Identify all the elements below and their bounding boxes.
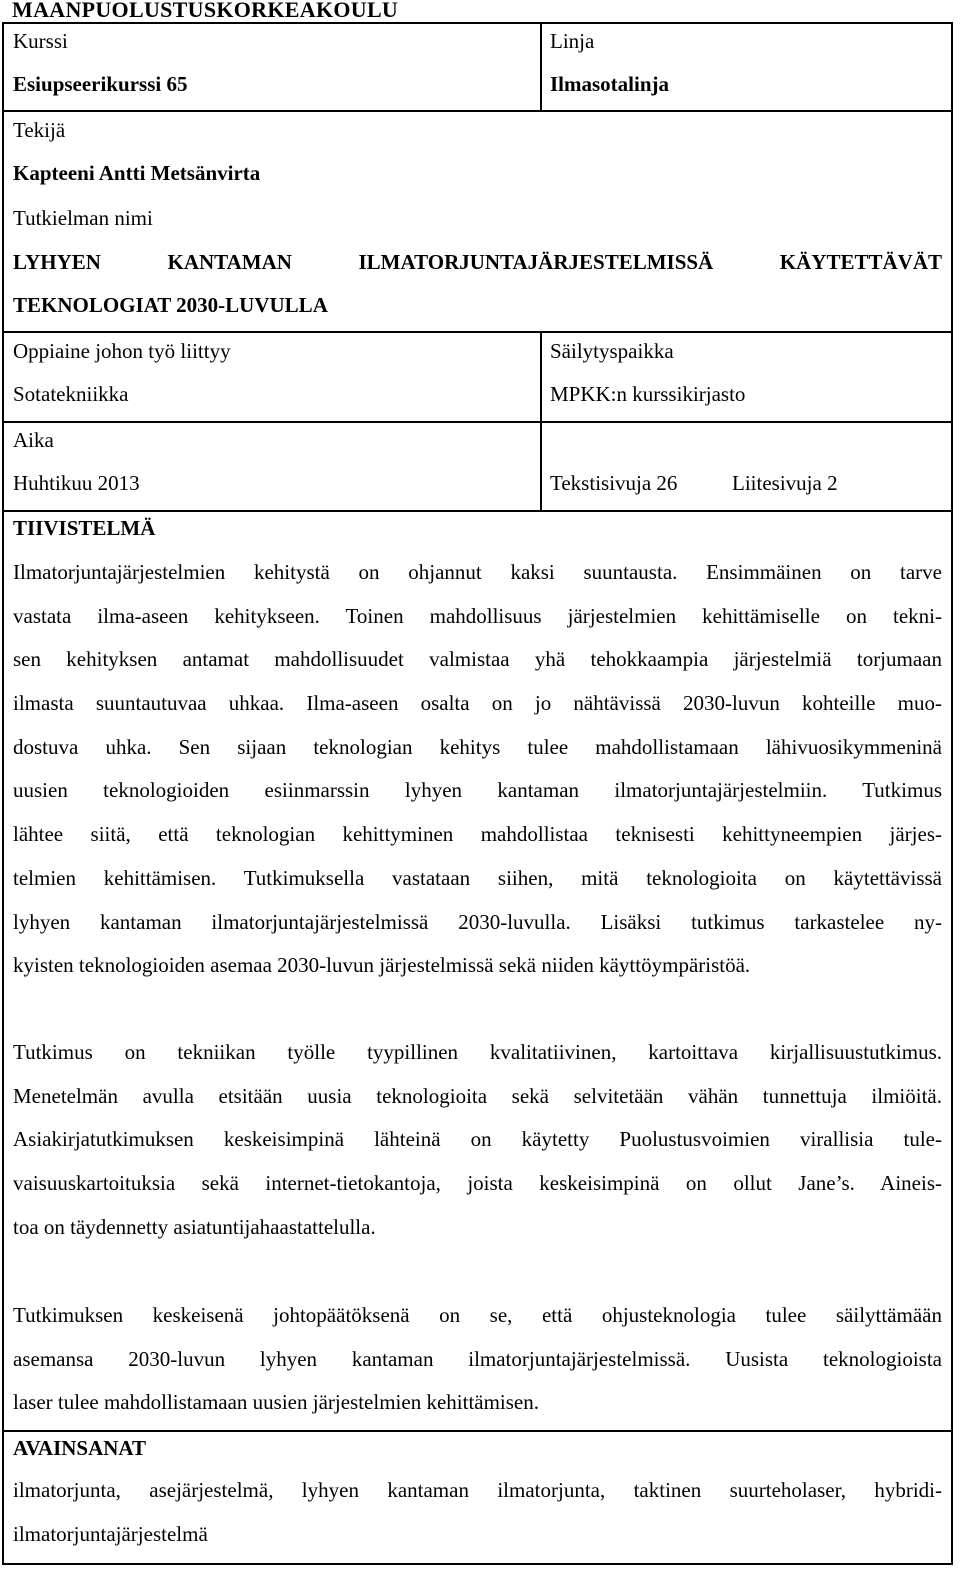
sailytyspaikka-label: Säilytyspaikka xyxy=(550,339,674,363)
text-line: Ilmatorjuntajärjestelmien kehitystä on ohjannut kaksi suuntausta. Ensimmäinen on tarve xyxy=(13,560,942,584)
text-line: lähtee siitä, että teknologian kehittyminen mahdollistaa teknisesti kehittyneempien järjes- xyxy=(13,822,942,847)
kurssi-value: Esiupseerikurssi 65 xyxy=(13,72,188,96)
text-line: Tutkimus on tekniikan työlle tyypillinen kvalitatiivinen, kartoittava kirjallisuustutkimus. xyxy=(13,1040,942,1064)
institution-header: MAANPUOLUSTUSKORKEAKOULU xyxy=(12,0,399,22)
text-line: ilmatorjunta, asejärjestelmä, lyhyen kantaman ilmatorjunta, taktinen suurteholaser, hybridi- xyxy=(13,1478,942,1502)
text-line: dostuva uhka. Sen sijaan teknologian kehitys tulee mahdollistamaan lähivuosikymmeninä xyxy=(13,734,942,759)
divider-oppiaine xyxy=(2,421,953,423)
oppiaine-value: Sotatekniikka xyxy=(13,382,129,406)
text-line: toa on täydennetty asiatuntijahaastattelulla. xyxy=(13,1214,376,1239)
column-divider-middle xyxy=(540,331,542,512)
text-line: telmien kehittämisen. Tutkimuksella vastataan siihen, mitä teknologioita on käytettävissä xyxy=(13,865,942,890)
linja-label: Linja xyxy=(550,29,595,53)
text-line: lyhyen kantaman ilmatorjuntajärjestelmissä 2030-luvulla. Lisäksi tutkimus tarkastelee ny- xyxy=(13,909,942,934)
text-line: asemansa 2030-luvun lyhyen kantaman ilmatorjuntajärjestelmissä. Uusista teknologioista xyxy=(13,1346,942,1371)
text-line: Tutkimuksen keskeisenä johtopäätöksenä on se, että ohjusteknologia tulee säilyttämään xyxy=(13,1303,942,1327)
abstract-paragraph-3 xyxy=(13,1294,942,1425)
divider-aika xyxy=(2,510,953,512)
tutkielma-label: Tutkielman nimi xyxy=(13,206,153,230)
thesis-title-line2: TEKNOLOGIAT 2030-LUVULLA xyxy=(13,293,328,317)
text-line: sen kehityksen antamat mahdollisuudet valmistaa yhä tehokkaampia järjestelmiä torjumaan xyxy=(13,647,942,672)
text-line: kyisten teknologioiden asemaa 2030-luvun järjestelmissä sekä niiden käyttöympäristöä. xyxy=(13,953,751,978)
oppiaine-label: Oppiaine johon työ liittyy xyxy=(13,339,231,363)
aika-value: Huhtikuu 2013 xyxy=(13,471,140,495)
abstract-paragraph-1 xyxy=(13,551,942,988)
divider-tiivistelma xyxy=(2,1430,953,1432)
text-line: vaisuuskartoituksia sekä internet-tietokantoja, joista keskeisimpinä on ollut Jane’s. Aineis- xyxy=(13,1171,942,1196)
liitesivuja-count: Liitesivuja 2 xyxy=(732,471,838,495)
tekstisivuja-count: Tekstisivuja 26 xyxy=(550,471,678,495)
text-line: ilmasta suuntautuvaa uhkaa. Ilma-aseen osalta on jo nähtävissä 2030-luvun kohteille muo- xyxy=(13,691,942,716)
text-line: laser tulee mahdollistamaan uusien järjestelmien kehittämisen. xyxy=(13,1390,540,1415)
text-line: Menetelmän avulla etsitään uusia teknologioita sekä selvitetään vähän tunnettuja ilmiöitä. xyxy=(13,1083,942,1108)
text-line: vastata ilma-aseen kehitykseen. Toinen mahdollisuus järjestelmien kehittämiselle on tekni- xyxy=(13,603,942,628)
text-line: ilmatorjuntajärjestelmä xyxy=(13,1521,208,1546)
linja-value: Ilmasotalinja xyxy=(550,72,670,96)
kurssi-label: Kurssi xyxy=(13,29,68,53)
abstract-paragraph-2 xyxy=(13,1031,942,1249)
text-line: uusien teknologioiden esiinmarssin lyhyen kantaman ilmatorjuntajärjestelmiin. Tutkimus xyxy=(13,778,942,803)
column-divider-top xyxy=(540,22,542,112)
avainsanat-heading: AVAINSANAT xyxy=(13,1436,147,1460)
divider-title xyxy=(2,331,953,333)
divider-kurssi xyxy=(2,110,953,112)
keywords-list xyxy=(13,1469,942,1556)
tekija-value: Kapteeni Antti Metsänvirta xyxy=(13,161,261,185)
aika-label: Aika xyxy=(13,428,54,452)
thesis-title-line1: LYHYEN KANTAMAN ILMATORJUNTAJÄRJESTELMISSÄ KÄYTETTÄVÄT xyxy=(13,250,942,274)
sailytyspaikka-value: MPKK:n kurssikirjasto xyxy=(550,382,746,406)
tekija-label: Tekijä xyxy=(13,118,66,142)
text-line: Asiakirjatutkimuksen keskeisimpinä lähteinä on käytetty Puolustusvoimien virallisia tule- xyxy=(13,1127,942,1152)
tiivistelma-heading: TIIVISTELMÄ xyxy=(13,516,156,540)
